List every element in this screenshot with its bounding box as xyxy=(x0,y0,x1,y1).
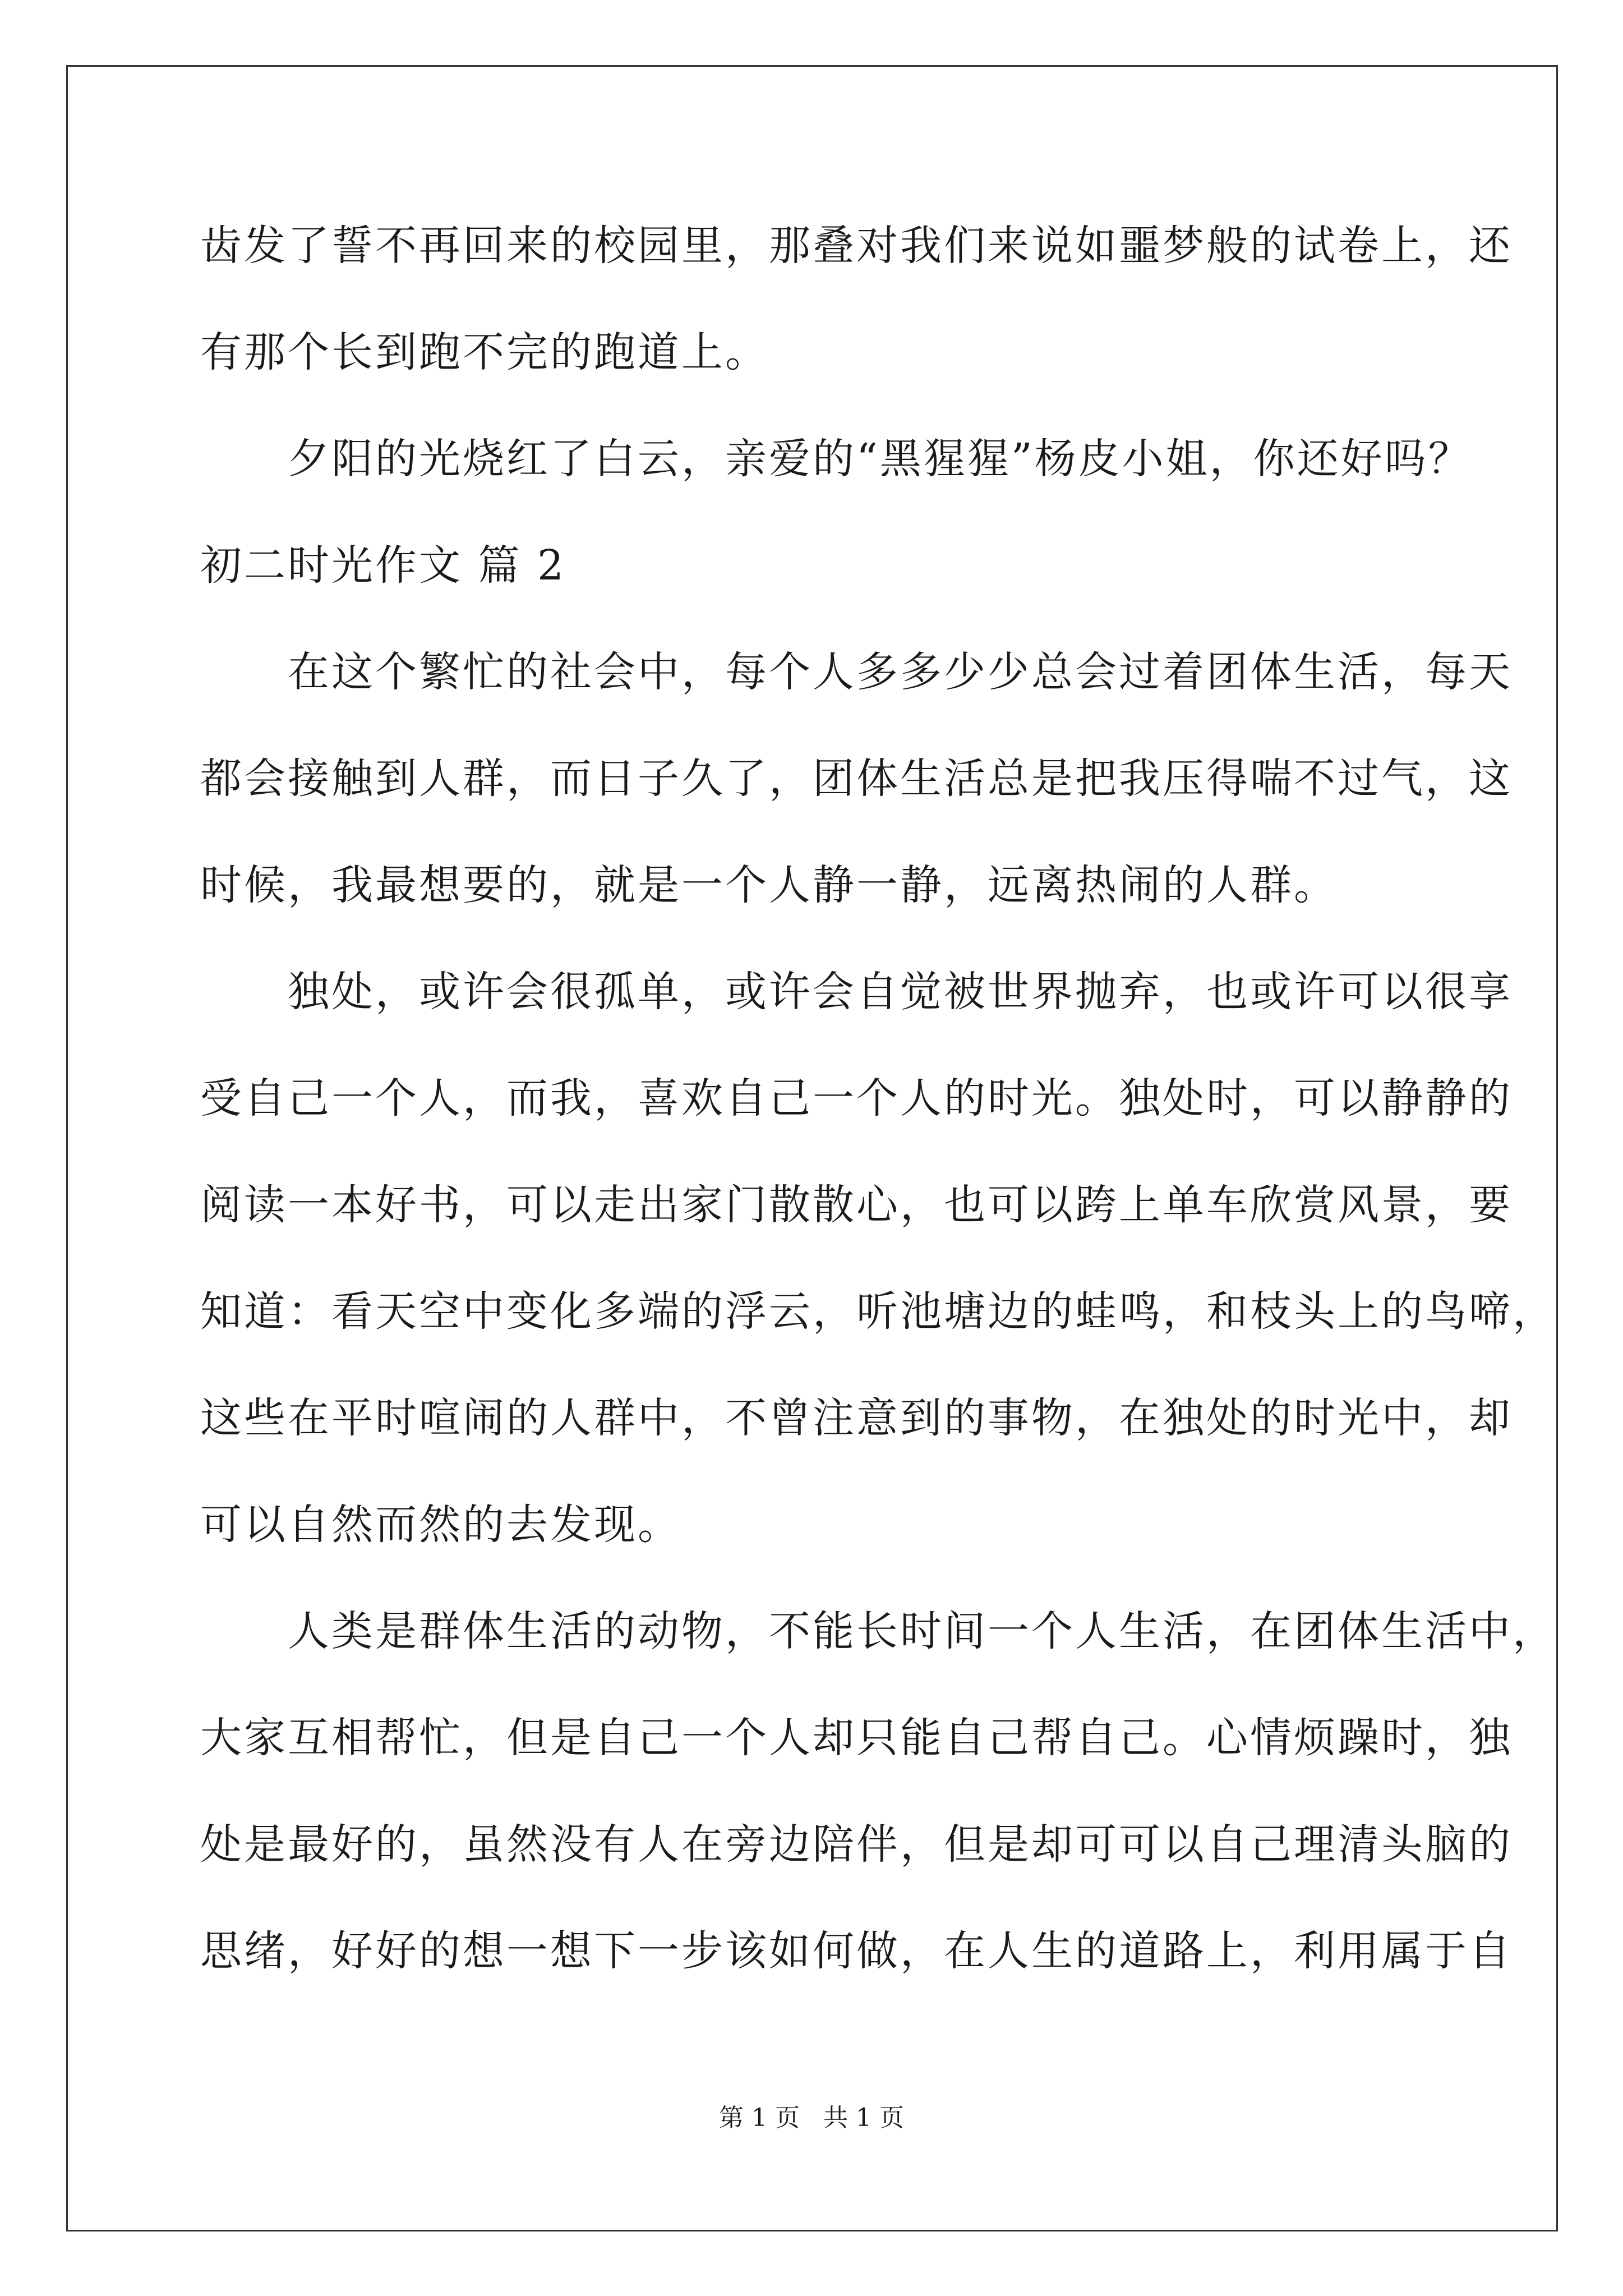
text-line: 受自己一个人，而我，喜欢自己一个人的时光。独处时，可以静静的 xyxy=(200,1074,1513,1122)
text-line: 人类是群体生活的动物，不能长时间一个人生活，在团体生活中， xyxy=(200,1607,1556,1655)
text-line: 时候，我最想要的，就是一个人静一静，远离热闹的人群。 xyxy=(200,861,1338,909)
document-body xyxy=(200,219,1556,1978)
text-line: 齿发了誓不再回来的校园里，那叠对我们来说如噩梦般的试卷上，还 xyxy=(200,222,1513,270)
page-number: 第 1 页 xyxy=(719,2104,800,2132)
page-total: 共 1 页 xyxy=(823,2104,904,2132)
text-line: 夕阳的光烧红了白云，亲爱的“黑猩猩”杨皮小姐，你还好吗？ xyxy=(200,435,1472,483)
text-line: 知道：看天空中变化多端的浮云，听池塘边的蛙鸣，和枝头上的鸟啼， xyxy=(200,1287,1556,1336)
text-line: 这些在平时喧闹的人群中，不曾注意到的事物，在独处的时光中，却 xyxy=(200,1394,1513,1442)
text-line: 思绪，好好的想一想下一步该如何做，在人生的道路上，利用属于自 xyxy=(200,1927,1513,1975)
text-line: 阅读一本好书，可以走出家门散散心，也可以跨上单车欣赏风景，要 xyxy=(200,1181,1513,1229)
text-line: 都会接触到人群，而日子久了，团体生活总是把我压得喘不过气，这 xyxy=(200,754,1513,803)
text-line: 可以自然而然的去发现。 xyxy=(200,1501,681,1549)
text-line: 处是最好的，虽然没有人在旁边陪伴，但是却可可以自己理清头脑的 xyxy=(200,1820,1513,1869)
text-line: 独处，或许会很孤单，或许会自觉被世界抛弃，也或许可以很享 xyxy=(200,968,1513,1016)
text-line: 在这个繁忙的社会中，每个人多多少少总会过着团体生活，每天 xyxy=(200,648,1513,696)
section-heading: 初二时光作文 篇 2 xyxy=(200,541,566,590)
text-line: 大家互相帮忙，但是自己一个人却只能自己帮自己。心情烦躁时，独 xyxy=(200,1714,1513,1762)
page-footer xyxy=(0,2102,1623,2134)
text-line: 有那个长到跑不完的跑道上。 xyxy=(200,328,769,376)
